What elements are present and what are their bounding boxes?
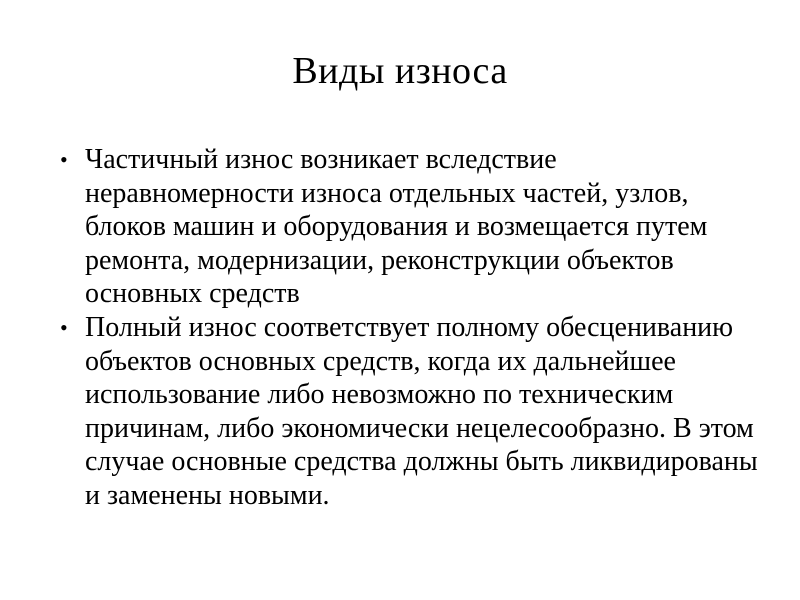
- bullet-item: [58, 311, 758, 513]
- slide-title: Виды износа: [292, 50, 508, 92]
- bullet-item: [58, 143, 758, 311]
- bullet-text: Полный износ соответствует полному обесцениванию объектов основных средств, когда их дальнейшее использование либо невозможно по техническим причинам, либо экономически нецелесообразно. В этом случае основные средства должны быть ликвидированы и заменены новыми.: [85, 311, 758, 511]
- bullet-text: Частичный износ возникает вследствие неравномерности износа отдельных частей, узлов, блоков машин и оборудования и возмещается путем ремонта, модернизации, реконструкции объектов основных средств: [85, 144, 708, 310]
- bullet-list: [58, 143, 758, 513]
- bullet-marker-icon: •: [60, 314, 68, 340]
- bullet-marker-icon: •: [60, 147, 68, 172]
